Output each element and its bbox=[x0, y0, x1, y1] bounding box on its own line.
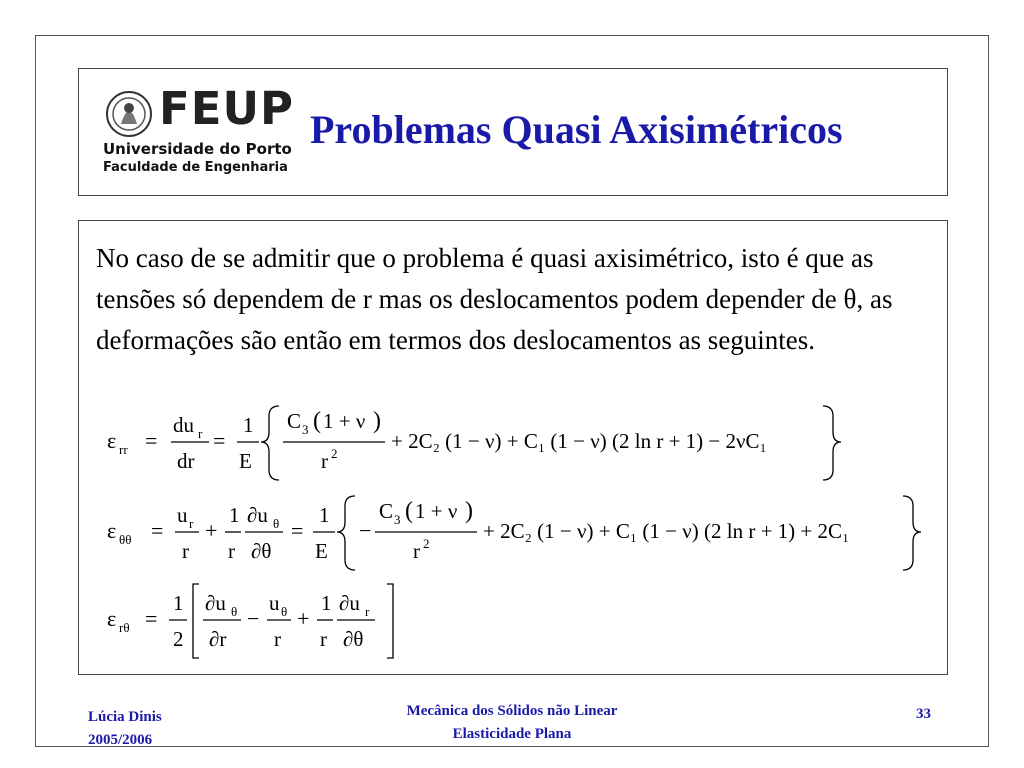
footer-year: 2005/2006 bbox=[88, 732, 153, 748]
eq2-one: 1 bbox=[229, 503, 240, 527]
eq2-eps: ε bbox=[107, 518, 117, 543]
eq2-r-den: r bbox=[228, 539, 235, 563]
slide-title: Problemas Quasi Axisimétricos bbox=[310, 107, 843, 152]
eq2-r2: r bbox=[413, 539, 420, 563]
eq3-eps: ε bbox=[107, 606, 117, 631]
eq1-E: E bbox=[239, 449, 252, 473]
eq1-equals: = bbox=[145, 428, 158, 453]
eq2-equals: = bbox=[151, 518, 164, 543]
eq2-C3-sub: 3 bbox=[394, 512, 401, 527]
eq1-eps: ε bbox=[107, 428, 117, 453]
eq2-du: ∂u bbox=[247, 503, 268, 527]
eq2-ur-sub: r bbox=[189, 516, 194, 531]
eq1-du-sub: r bbox=[198, 426, 203, 441]
eq1-dr: dr bbox=[177, 449, 195, 473]
footer-course-block bbox=[312, 700, 712, 746]
eq1-one: 1 bbox=[243, 413, 254, 437]
eq2-equals2: = bbox=[291, 518, 304, 543]
eq3-uth-sub: θ bbox=[281, 604, 288, 619]
eq3-sub: rθ bbox=[119, 620, 130, 635]
eq3-equals: = bbox=[145, 606, 158, 631]
footer-topic: Elasticidade Plana bbox=[452, 726, 572, 742]
eq3-two: 2 bbox=[173, 627, 184, 651]
page-number: 33 bbox=[916, 706, 931, 722]
eq3-dur: ∂u bbox=[339, 591, 360, 615]
eq2-C3: C bbox=[379, 499, 394, 523]
eq3-uth: u bbox=[269, 591, 280, 615]
logo-wordmark: FEUP bbox=[159, 82, 295, 135]
eq2-lparen: ( bbox=[405, 498, 413, 524]
equation-eps-thth bbox=[105, 492, 925, 574]
eq2-minus: − bbox=[359, 518, 372, 543]
eq2-r2-exp: 2 bbox=[423, 536, 430, 551]
equation-eps-rr bbox=[105, 402, 845, 484]
eq3-r2: r bbox=[320, 627, 327, 651]
eq2-one-plus-nu: 1 + ν bbox=[415, 499, 458, 523]
eq1-tail: + 2C₂ (1 − ν) + C₁ (1 − ν) (2 ln r + 1) − 2νC₁ bbox=[391, 429, 767, 453]
equation-eps-rth bbox=[105, 580, 425, 662]
logo-university: Universidade do Porto bbox=[103, 140, 292, 158]
eq3-one2: 1 bbox=[321, 591, 332, 615]
eq1-C3-sub: 3 bbox=[302, 422, 309, 437]
eq2-dth: ∂θ bbox=[251, 539, 272, 563]
eq2-r: r bbox=[182, 539, 189, 563]
eq3-minus: − bbox=[247, 606, 260, 631]
eq3-plus: + bbox=[297, 606, 310, 631]
logo-faculty: Faculdade de Engenharia bbox=[103, 160, 288, 175]
eq2-plus: + bbox=[205, 518, 218, 543]
eq3-du: ∂u bbox=[205, 591, 226, 615]
eq1-lparen: ( bbox=[313, 408, 321, 434]
footer-author-block bbox=[88, 706, 162, 752]
eq3-dth: ∂θ bbox=[343, 627, 364, 651]
eq1-du: du bbox=[173, 413, 194, 437]
university-seal-icon bbox=[101, 90, 157, 146]
eq2-du-sub: θ bbox=[273, 516, 280, 531]
eq1-equals2: = bbox=[213, 428, 226, 453]
eq2-sub: θθ bbox=[119, 532, 132, 547]
intro-paragraph: No caso de se admitir que o problema é quasi axisimétrico, isto é que as tensões só dependem de r mas os deslocamentos podem depender de θ, as deformações são então em termos dos deslocamentos as seguintes. bbox=[96, 243, 893, 355]
eq3-one: 1 bbox=[173, 591, 184, 615]
eq1-rparen: ) bbox=[373, 408, 381, 434]
eq3-dr: ∂r bbox=[209, 627, 227, 651]
eq1-C3: C bbox=[287, 409, 302, 433]
eq2-E: E bbox=[315, 539, 328, 563]
eq1-one-plus-nu: 1 + ν bbox=[323, 409, 366, 433]
eq3-dur-sub: r bbox=[365, 604, 370, 619]
eq2-one2: 1 bbox=[319, 503, 330, 527]
eq2-rparen: ) bbox=[465, 498, 473, 524]
eq2-tail: + 2C₂ (1 − ν) + C₁ (1 − ν) (2 ln r + 1) + 2C₁ bbox=[483, 519, 850, 543]
feup-logo bbox=[101, 82, 301, 180]
eq3-r: r bbox=[274, 627, 281, 651]
footer-author: Lúcia Dinis bbox=[88, 709, 162, 725]
eq1-r2-exp: 2 bbox=[331, 446, 338, 461]
eq2-ur: u bbox=[177, 503, 188, 527]
eq1-r2: r bbox=[321, 449, 328, 473]
eq3-du-sub: θ bbox=[231, 604, 238, 619]
eq1-sub: rr bbox=[119, 442, 128, 457]
footer-course: Mecânica dos Sólidos não Linear bbox=[406, 703, 618, 719]
